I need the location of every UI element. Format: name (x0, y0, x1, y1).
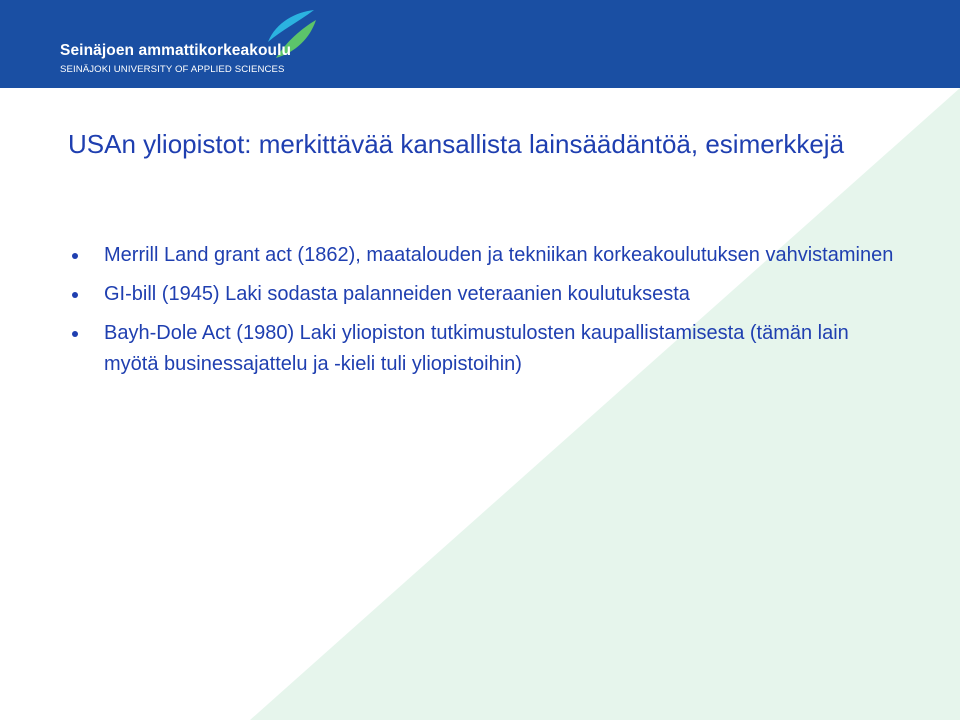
bullet-dot-icon (72, 253, 78, 259)
bullet-item (68, 318, 908, 380)
slide-title: USAn yliopistot: merkittävää kansallista lainsäädäntöä, esimerkkejä (68, 129, 845, 159)
bullet-item (68, 240, 908, 271)
bullet-text: Bayh-Dole Act (1980) Laki yliopiston tutkimustulosten kaupallistamisesta (tämän lain myötä businessajattelu ja -kieli tuli yliopistoihin) (104, 322, 849, 375)
bullet-item (68, 279, 908, 310)
bullet-dot-icon (72, 331, 78, 337)
org-name-finnish: Seinäjoen ammattikorkeakoulu (60, 42, 292, 59)
bullet-text: Merrill Land grant act (1862), maatalouden ja tekniikan korkeakoulutuksen vahvistaminen (104, 244, 894, 266)
header-bar (0, 0, 960, 88)
bullet-dot-icon (72, 292, 78, 298)
org-name-english: SEINÄJOKI UNIVERSITY OF APPLIED SCIENCES (60, 64, 285, 75)
bullet-text: GI-bill (1945) Laki sodasta palanneiden veteraanien koulutuksesta (104, 283, 690, 305)
bullet-list (68, 240, 908, 388)
